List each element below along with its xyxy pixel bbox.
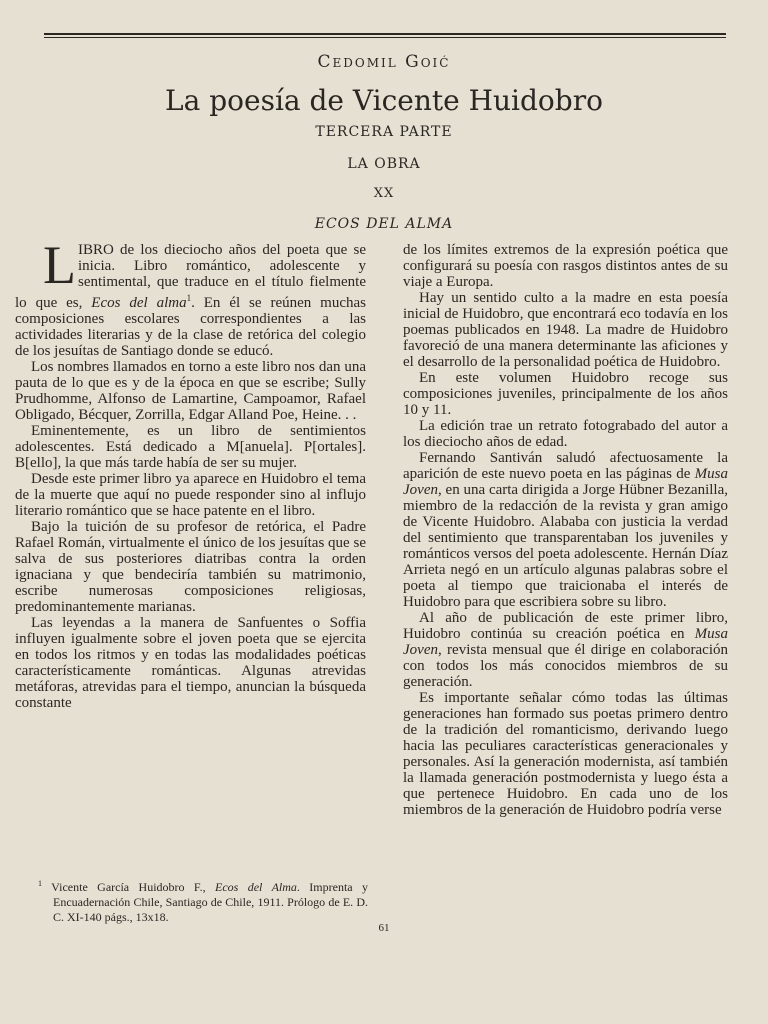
paragraph: de los límites extremos de la expresión poética que configurará su poesía con rasgos distintos antes de su viaje a Europa. xyxy=(403,242,728,290)
paragraph xyxy=(15,235,366,359)
paragraph-text: . En él se reúnen muchas composiciones escolares correspondientes a las actividades literarias y de la clase de retórica del colegio de los jesuítas de Santiago donde se educó. xyxy=(15,295,366,359)
header-rule-thick xyxy=(44,33,726,35)
paragraph: Las leyendas a la manera de Sanfuentes o Soffia influyen igualmente sobre el joven poeta que se ejercita en todos los ritmos y en todas las modalidades poéticas característicamente románticas. Algunas atrevidas metáforas, atrevidas para el tiempo, anuncian la búsqueda constante xyxy=(15,615,366,711)
header-rule-thin xyxy=(44,37,726,38)
paragraph-text: Fernando Santiván saludó afectuosamente la aparición de este nuevo poeta en las páginas de xyxy=(403,450,728,482)
chapter-title: ECOS DEL ALMA xyxy=(314,216,454,232)
paragraph-text: de los dieciocho años del poeta que se inicia. Libro romántico, adolescente y sentimental, que traduce en el título fielmente lo que es, xyxy=(15,242,366,311)
paragraph: Hay un sentido culto a la madre en esta poesía inicial de Huidobro, que encontrará eco todavía en los poemas publicados en 1948. La madre de Huidobro favoreció de una manera determinante las aficiones y el desarrollo de la personalidad poética de Huidobro. xyxy=(403,290,728,370)
page-number: 61 xyxy=(378,922,390,934)
journal-title: Musa Joven xyxy=(403,626,728,658)
footnote-text: Vicente García Huidobro F., xyxy=(42,880,216,894)
paragraph-text: Al año de publicación de este primer libro, Huidobro continúa su creación poética en xyxy=(403,610,728,642)
paragraph: Es importante señalar cómo todas las últimas generaciones han formado sus poetas primero dentro de la tradición del romanticismo, derivando luego hacia las peculiares características generacionales y personales. Así la generación modernista, así también la llamada generación postmodernista y luego ésta a que pertenece Huidobro. En cada uno de los miembros de la generación de Huidobro podría verse xyxy=(403,690,728,818)
paragraph: En este volumen Huidobro recoge sus composiciones juveniles, principalmente de los años 10 y 11. xyxy=(403,370,728,418)
right-column xyxy=(403,242,728,818)
paragraph xyxy=(403,610,728,690)
drop-cap: L xyxy=(43,235,76,295)
paragraph-text: , revista mensual que él dirige en colaboración con todos los más conocidos miembros de su generación. xyxy=(403,642,728,690)
paragraph-text: , en una carta dirigida a Jorge Hübner Bezanilla, miembro de la redacción de la revista y gran amigo de Vicente Huidobro. Alababa con justicia la verdad del sentimiento que transparentaban los juveniles y románticos versos del poeta adolescente. Hernán Díaz Arrieta negó en un artículo algunas palabras sobre el poeta al tiempo que traicionaba el interés de Huidobro para que escribiera sobre su libro. xyxy=(403,482,728,610)
book-title: Ecos del Alma xyxy=(215,880,297,894)
paragraph: Bajo la tuición de su profesor de retórica, el Padre Rafael Román, virtualmente el único de los jesuítas que se salva de sus posteriores diatribas contra la orden ignaciana y que bendeciría también su matrimonio, escribe numerosas composiciones religiosas, predominantemente marianas. xyxy=(15,519,366,615)
paragraph: Eminentemente, es un libro de sentimientos adolescentes. Está dedicado a M[anuela]. P[ortales]. B[ello], la que más tarde había de ser su mujer. xyxy=(15,423,366,471)
paragraph: Los nombres llamados en torno a este libro nos dan una pauta de lo que es y de la época en que se escribe; Sully Prudhomme, Alfonso de Lamartine, Campoamor, Rafael Obligado, Bécquer, Zorrilla, Edgar Alland Poe, Heine. . . xyxy=(15,359,366,423)
lead-word: IBRO xyxy=(78,242,114,258)
footnote-marker: 1 xyxy=(38,879,42,888)
left-column xyxy=(15,235,366,711)
paragraph: La edición trae un retrato fotograbado del autor a los dieciocho años de edad. xyxy=(403,418,728,450)
part-heading: TERCERA PARTE xyxy=(315,124,453,140)
footnote xyxy=(38,876,368,925)
paragraph xyxy=(403,450,728,610)
author-name: Cedomil Goić xyxy=(317,52,451,72)
chapter-number: XX xyxy=(373,186,395,201)
book-title: Ecos del alma xyxy=(91,295,187,311)
section-heading: LA OBRA xyxy=(347,156,421,172)
journal-title: Musa Joven xyxy=(403,466,728,498)
paragraph: Desde este primer libro ya aparece en Huidobro el tema de la muerte que aquí no puede responder sino al influjo literario romántico que se hace patente en el libro. xyxy=(15,471,366,519)
article-title: La poesía de Vicente Huidobro xyxy=(165,84,603,117)
footnote-text: . Imprenta y Encuadernación Chile, Santiago de Chile, 1911. Prólogo de E. D. C. XI-140 págs., 13x18. xyxy=(53,880,368,924)
footnote-ref[interactable]: 1 xyxy=(186,293,192,303)
